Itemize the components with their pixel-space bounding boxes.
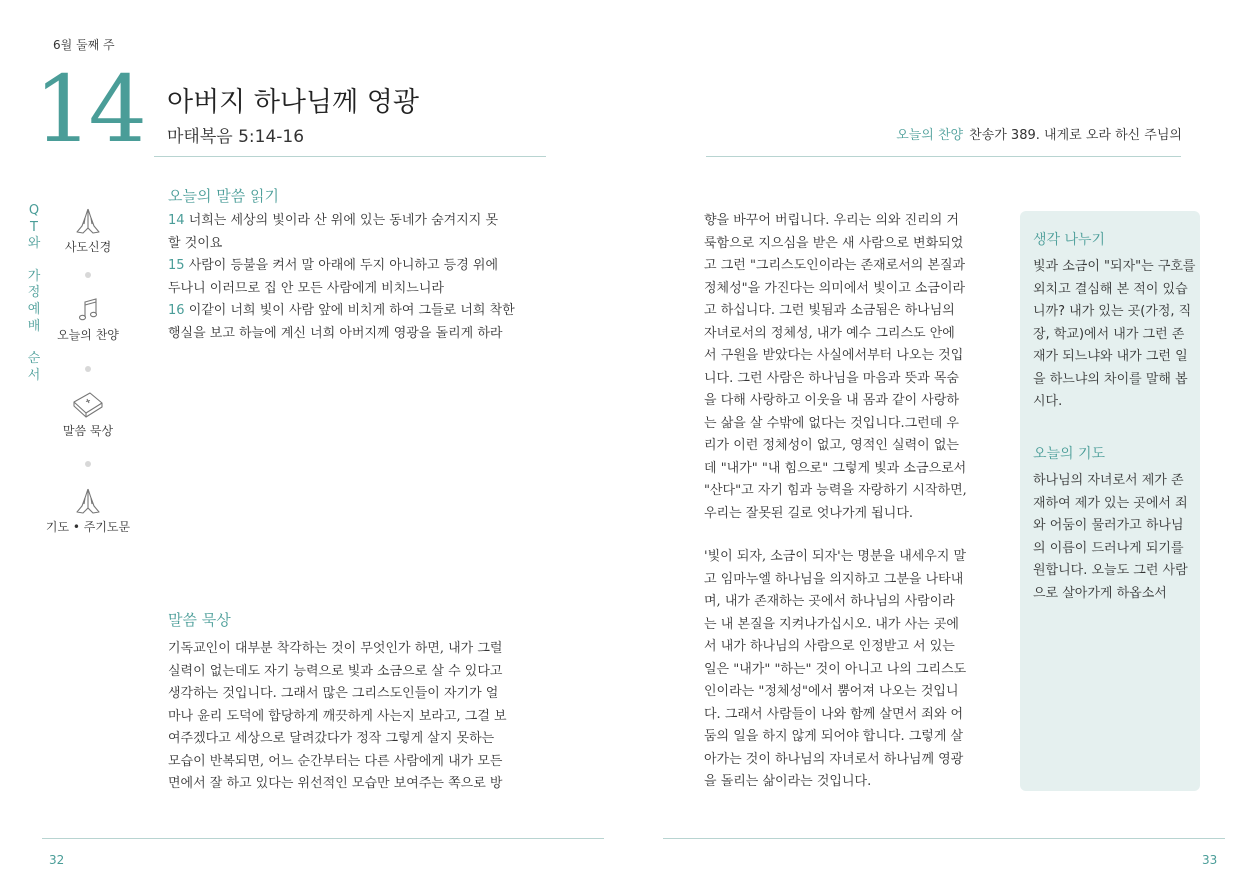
text-line: 원합니다. 오늘도 그런 사람 [1033, 563, 1188, 578]
text-line: 아가는 것이 하나님의 자녀로서 하나님께 영광 [704, 751, 964, 767]
text-line: 시다. [1033, 394, 1063, 409]
footer-divider-left [42, 838, 604, 839]
scripture-passage [168, 210, 548, 345]
text-line: 향을 바꾸어 버립니다. 우리는 의와 진리의 거 [704, 213, 959, 228]
sidebar-item-label: 말씀 묵상 [62, 424, 114, 438]
vertical-char: 와 [27, 236, 41, 252]
text-line: 빛과 소금이 "되자"는 구호를 [1033, 259, 1196, 274]
share-heading: 생각 나누기 [1033, 232, 1106, 248]
text-line: 기독교인이 대부분 착각하는 것이 무엇인가 하면, 내가 그럴 [168, 641, 503, 656]
text-line: 장, 학교)에서 내가 그런 존 [1033, 326, 1185, 342]
verse-number: 14 [168, 213, 185, 228]
text-line: 의 이름이 드러나게 되기를 [1033, 540, 1184, 556]
verse-line: 16 이같이 너희 빛이 사람 앞에 비치게 하여 그들로 너희 착한 [168, 303, 515, 318]
vertical-char: 가 [27, 268, 41, 284]
vertical-char: T [30, 219, 38, 235]
sidebar-item-label: 오늘의 찬양 [57, 328, 119, 342]
header-divider-right [706, 156, 1181, 157]
page-number-left: 32 [49, 853, 65, 867]
page-title: 아버지 하나님께 영광 [167, 87, 419, 118]
hymn-line [700, 124, 1182, 143]
text-line: 는 내 본질을 지켜나가십시오. 내가 사는 곳에 [704, 616, 959, 632]
hymn-text: 찬송가 389. 내게로 오라 하신 주님의 [969, 128, 1182, 143]
text-line: 서 구원을 받았다는 사실에서부터 나오는 것입 [704, 348, 964, 363]
vertical-char [26, 335, 42, 351]
text-line: 니다. 그런 사람은 하나님을 마음과 뜻과 목숨 [704, 370, 959, 386]
hymn-label: 오늘의 찬양 [896, 128, 964, 143]
vertical-char: 순 [27, 351, 41, 367]
verse-number: 16 [168, 303, 185, 318]
text-line: 다. 그래서 사람들이 나와 함께 살면서 죄와 어 [704, 706, 964, 722]
order-vertical-label [26, 203, 42, 384]
bible-icon [71, 390, 105, 420]
text-line: 실력이 없는데도 자기 능력으로 빛과 소금으로 살 수 있다고 [168, 663, 503, 679]
verse-line: 14 너희는 세상의 빛이라 산 위에 있는 동네가 숨겨지지 못 [168, 213, 499, 228]
sidebar-item-prayer [43, 486, 133, 535]
share-text [1033, 256, 1195, 414]
text-line: 리가 이런 정체성이 없고, 영적인 실력이 없는 [704, 438, 959, 453]
text-line: 을 돌리는 삶이라는 것입니다. [704, 774, 872, 789]
text-line: 와 어둠이 물러가고 하나님 [1033, 518, 1184, 533]
prayer-heading: 오늘의 기도 [1033, 446, 1106, 462]
verse-line: 15 사람이 등불을 켜서 말 아래에 두지 아니하고 등경 위에 [168, 258, 499, 273]
text-line: 재가 되느냐와 내가 그런 일 [1033, 349, 1188, 364]
vertical-char: 예 [27, 301, 41, 317]
text-line: 며, 내가 존재하는 곳에서 하나님의 사람이라 [704, 594, 955, 609]
text-line: 일은 "내가" "하는" 것이 아니고 나의 그리스도 [704, 661, 967, 677]
text-line: 재하여 제가 있는 곳에서 죄 [1033, 495, 1188, 511]
text-line: 여주겠다고 세상으로 달려갔다가 정작 그렇게 살지 못하는 [168, 731, 495, 746]
praying-hands-icon [72, 206, 104, 236]
vertical-char: 서 [27, 367, 41, 383]
verse-line: 행실을 보고 하늘에 계신 너희 아버지께 영광을 돌리게 하라 [168, 325, 503, 341]
sidebar-dot [85, 366, 91, 372]
text-line: 룩함으로 지으심을 받은 새 사람으로 변화되었 [704, 235, 964, 251]
text-line: 니까? 내가 있는 곳(가정, 직 [1033, 304, 1192, 319]
text-line: 정체성"을 가진다는 의미에서 빛이고 소금이라 [704, 280, 966, 296]
meditation-continued-1 [704, 210, 1004, 525]
text-line: 하나님의 자녀로서 제가 존 [1033, 473, 1184, 488]
text-line: 고 임마누엘 하나님을 의지하고 그분을 나타내 [704, 571, 964, 587]
day-number: 14 [34, 56, 144, 163]
sidebar-item-meditation [43, 390, 133, 439]
reading-heading: 오늘의 말씀 읽기 [168, 187, 279, 205]
text-line: 면에서 잘 하고 있다는 위선적인 모습만 보여주는 쪽으로 방 [168, 776, 503, 791]
praying-hands-icon [72, 486, 104, 516]
sidebar-item-hymn [43, 296, 133, 343]
meditation-heading: 말씀 묵상 [168, 611, 231, 629]
text-line: 는 삶을 살 수밖에 없다는 것입니다.그런데 우 [704, 415, 959, 431]
text-line: 생각하는 것입니다. 그래서 많은 그리스도인들이 자기가 얼 [168, 686, 499, 701]
vertical-char: 배 [27, 318, 41, 334]
text-line: '빛이 되자, 소금이 되자'는 명분을 내세우지 말 [704, 549, 967, 564]
sidebar-item-creed [43, 206, 133, 255]
music-note-icon [74, 296, 102, 324]
verse-line: 할 것이요 [168, 235, 223, 251]
text-line: 으로 살아가게 하옵소서 [1033, 585, 1167, 601]
text-line: 서 내가 하나님의 사람으로 인정받고 서 있는 [704, 639, 955, 654]
week-label: 6월 둘째 주 [53, 38, 115, 52]
meditation-continued-2 [704, 546, 1004, 794]
footer-divider-right [663, 838, 1225, 839]
header-divider-left [154, 156, 546, 157]
scripture-reference: 마태복음 5:14-16 [167, 127, 305, 147]
text-line: "산다"고 자기 힘과 능력을 자랑하기 시작하면, [704, 483, 967, 498]
sidebar-dot [85, 272, 91, 278]
prayer-text [1033, 470, 1195, 605]
vertical-char: Q [28, 203, 40, 218]
page-number-right: 33 [1202, 853, 1218, 867]
vertical-char [26, 253, 42, 269]
text-line: 우리는 잘못된 길로 엇나가게 됩니다. [704, 505, 914, 521]
text-line: 고 그런 "그리스도인이라는 존재로서의 본질과 [704, 258, 966, 273]
text-line: 을 하느냐의 차이를 말해 봅 [1033, 371, 1188, 387]
sidebar-item-label: 사도신경 [64, 240, 112, 254]
sidebar-dot [85, 461, 91, 467]
vertical-char: 정 [27, 285, 41, 301]
text-line: 마나 윤리 도덕에 합당하게 깨끗하게 사는지 보라고, 그걸 보 [168, 708, 507, 724]
text-line: 인이라는 "정체성"에서 뿜어져 나오는 것입니 [704, 684, 959, 699]
text-line: 고 하십니다. 그런 빛됨과 소금됨은 하나님의 [704, 303, 955, 318]
verse-line: 두나니 이러므로 집 안 모든 사람에게 비치느니라 [168, 280, 444, 296]
text-line: 모습이 반복되면, 어느 순간부터는 다른 사람에게 내가 모든 [168, 753, 503, 769]
text-line: 외치고 결심해 본 적이 있습 [1033, 281, 1188, 297]
verse-number: 15 [168, 258, 185, 273]
text-line: 을 다해 사랑하고 이웃을 내 몸과 같이 사랑하 [704, 393, 959, 408]
text-line: 둠의 일을 하지 않게 되어야 합니다. 그렇게 살 [704, 729, 964, 744]
meditation-text [168, 638, 548, 796]
text-line: 데 "내가" "내 힘으로" 그렇게 빛과 소금으로서 [704, 460, 967, 476]
text-line: 자녀로서의 정체성, 내가 예수 그리스도 안에 [704, 325, 955, 341]
sidebar-item-label: 기도 • 주기도문 [45, 520, 131, 534]
